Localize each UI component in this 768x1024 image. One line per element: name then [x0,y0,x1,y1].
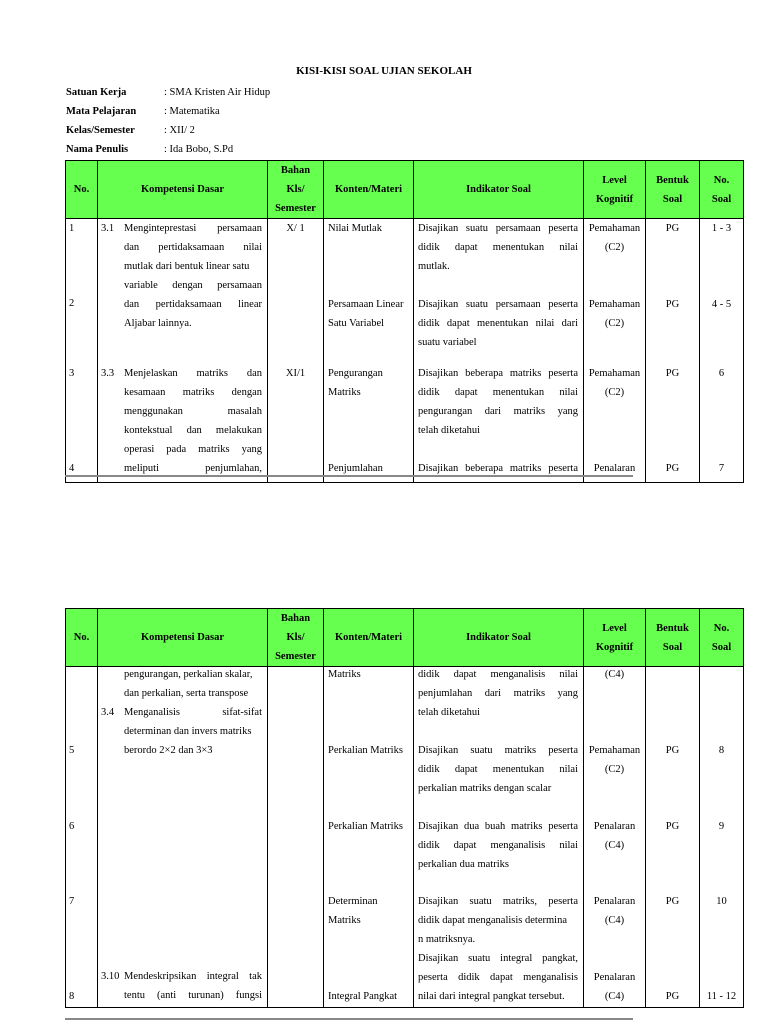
row-number: 5 [69,745,75,756]
header-level-kognitif [584,609,646,667]
level-text: Penalaran [593,463,636,474]
header-line: Kls/ [286,632,305,643]
header-kompetensi-dasar: Kompetensi Dasar [98,161,268,219]
cell-indikator-soal [414,667,584,1008]
header-bentuk-soal [646,161,700,219]
bentuk-text: PG [665,896,680,907]
cell-indikator-soal [414,219,584,483]
indikator-line: Disajikan suatu persamaan peserta [418,299,578,310]
kisi-kisi-table-2 [65,608,744,1008]
indikator-line: didik dapat menentukan nilai [418,764,578,775]
row-number: 2 [69,298,75,309]
bentuk-text: PG [665,299,680,310]
level-text: Pemahaman [588,368,641,379]
konten-text: Matriks [328,915,361,926]
indikator-line: perkalian matriks dengan scalar [418,783,552,794]
meta-label: Nama Penulis [66,144,129,155]
bentuk-text: PG [665,821,680,832]
header-no-soal [700,161,744,219]
nosoal-text: 1 - 3 [711,223,732,234]
header-line: No. [713,622,730,634]
indikator-line: mutlak. [418,261,450,272]
nosoal-text: 4 - 5 [711,299,732,310]
meta-value: : SMA Kristen Air Hidup [164,87,271,98]
kd-text-line: Mendeskripsikan integral tak [124,971,262,982]
cell-bentuk-soal [646,667,700,1008]
meta-value: : Ida Bobo, S.Pd [164,144,234,155]
header-no-soal [700,609,744,667]
level-text: Penalaran [593,896,636,907]
konten-text: Nilai Mutlak [328,223,382,234]
table-header-row [66,161,744,219]
cell-no [66,219,98,483]
header-line: Soal [662,641,683,653]
header-line: Level [602,174,627,186]
indikator-line: penjumlahan dari matriks yang [418,688,578,699]
indikator-line: didik dapat menganalisis nilai [418,669,578,680]
level-text: (C4) [604,840,625,851]
indikator-line: telah diketahui [418,707,481,718]
kd-text-line: mutlak dari bentuk linear satu [124,261,250,272]
kd-text-line: berordo 2×2 dan 3×3 [124,745,213,756]
meta-label: Kelas/Semester [66,125,135,136]
indikator-line: suatu variabel [418,337,477,348]
kd-text-line: dan perkalian, serta transpose [124,688,249,699]
nosoal-text: 6 [718,368,725,379]
meta-mata-pelajaran [66,102,270,121]
level-text: (C4) [604,991,625,1002]
indikator-line: didik dapat menentukan nilai [418,242,578,253]
header-line: Kognitif [595,193,634,205]
indikator-line: didik dapat menentukan nilai [418,387,578,398]
header-indikator-soal: Indikator Soal [414,609,584,667]
meta-label: Mata Pelajaran [66,106,137,117]
level-text: (C2) [604,318,625,329]
nosoal-text: 9 [718,821,725,832]
header-bentuk-soal [646,609,700,667]
meta-value: : Matematika [164,106,220,117]
bentuk-text: PG [665,745,680,756]
kd-code: 3.4 [101,707,115,718]
kd-text-line: dan pertidaksamaan linear [124,299,262,310]
kd-text-line: variable dengan persamaan [124,280,262,291]
cell-kompetensi-dasar [98,219,268,483]
konten-text: Determinan [328,896,378,907]
kd-code: 3.1 [101,223,115,234]
cell-bahan-kls-semester [268,667,324,1008]
header-line: Bentuk [656,174,689,186]
header-line: Soal [662,193,683,205]
meta-satuan-kerja [66,83,270,102]
table-header-row [66,609,744,667]
cell-kompetensi-dasar [98,667,268,1008]
kd-text-line: meliputi penjumlahan, [124,463,262,474]
cell-level-kognitif [584,219,646,483]
cell-level-kognitif [584,667,646,1008]
cell-no-soal [700,667,744,1008]
header-line: No. [713,174,730,186]
header-level-kognitif [584,161,646,219]
kd-text-line: kesamaan matriks dengan [124,387,262,398]
level-text: Penalaran [593,821,636,832]
cell-no-soal [700,219,744,483]
nosoal-text: 7 [718,463,725,474]
konten-text: Integral Pangkat [328,991,398,1002]
header-no: No. [66,161,98,219]
indikator-line: n matriksnya. [418,934,476,945]
indikator-line: Disajikan suatu matriks, peserta [418,896,578,907]
kisi-kisi-table-1 [65,160,744,483]
indikator-line: Disajikan beberapa matriks peserta [418,368,578,379]
indikator-line: nilai dari integral pangkat tersebut. [418,991,565,1002]
table-row [66,667,744,1008]
level-text: Pemahaman [588,745,641,756]
header-bahan-kls-semester [268,161,324,219]
header-line: Semester [275,651,316,662]
cell-konten-materi [324,667,414,1008]
bahan-value: X/ 1 [286,223,305,234]
row-number: 7 [69,896,75,907]
meta-nama-penulis [66,140,270,159]
kd-text-line: operasi pada matriks yang [124,444,262,455]
header-kompetensi-dasar: Kompetensi Dasar [98,609,268,667]
kd-text-line: determinan dan invers matriks [124,726,252,737]
header-line: Kognitif [595,641,634,653]
document-title: KISI-KISI SOAL UJIAN SEKOLAH [296,65,472,77]
indikator-line: didik dapat menentukan nilai dari [418,318,578,329]
meta-label: Satuan Kerja [66,87,127,98]
indikator-line: perkalian dua matriks [418,859,509,870]
bentuk-text: PG [665,223,680,234]
kd-text-line: kontekstual dan melakukan [124,425,262,436]
level-text: Penalaran [593,972,636,983]
cell-konten-materi [324,219,414,483]
indikator-line: pengurangan dari matriks yang [418,406,578,417]
row-number: 3 [69,368,75,379]
konten-text: Perkalian Matriks [328,821,403,832]
header-konten-materi: Konten/Materi [324,609,414,667]
kd-code: 3.3 [101,368,115,379]
meta-kelas-semester [66,121,270,140]
nosoal-text: 8 [718,745,725,756]
cell-bentuk-soal [646,219,700,483]
cell-no [66,667,98,1008]
indikator-line: didik dapat menganalisis determina [418,915,567,926]
header-bahan-kls-semester [268,609,324,667]
indikator-line: peserta didik dapat menganalisis [418,972,578,983]
level-text: (C2) [604,242,625,253]
bentuk-text: PG [665,368,680,379]
indikator-line: Disajikan suatu persamaan peserta [418,223,578,234]
indikator-line: Disajikan suatu matriks peserta [418,745,578,756]
indikator-line: didik dapat menganalisis nilai [418,840,578,851]
nosoal-text: 11 - 12 [706,991,737,1002]
cell-bahan-kls-semester [268,219,324,483]
indikator-line: Disajikan beberapa matriks peserta [418,463,578,474]
level-text: Pemahaman [588,299,641,310]
header-konten-materi: Konten/Materi [324,161,414,219]
header-line: Level [602,622,627,634]
konten-text: Perkalian Matriks [328,745,403,756]
row-number: 6 [69,821,75,832]
level-text: Pemahaman [588,223,641,234]
bentuk-text: PG [665,463,680,474]
header-line: Soal [711,641,732,653]
page-break-line [65,1018,633,1020]
indikator-line: telah diketahui [418,425,481,436]
row-number: 4 [69,463,75,474]
konten-text: Pengurangan [328,368,383,379]
header-line: Bentuk [656,622,689,634]
header-no: No. [66,609,98,667]
konten-text: Satu Variabel [328,318,385,329]
konten-text: Persamaan Linear [328,299,404,310]
row-number: 8 [69,991,75,1002]
nosoal-text: 10 [716,896,727,907]
level-text: (C2) [604,387,625,398]
row-number: 1 [69,223,75,234]
konten-text: Matriks [328,387,361,398]
kd-text-line: Menjelaskan matriks dan [124,368,262,379]
kd-text-line: Menganalisis sifat-sifat [124,707,262,718]
header-line: Bahan [280,613,311,624]
kd-text-line: tentu (anti turunan) fungsi [124,990,262,1001]
meta-value: : XII/ 2 [164,125,195,136]
kd-code: 3.10 [101,971,120,982]
bahan-value: XI/1 [285,368,306,379]
konten-text: Penjumlahan [328,463,383,474]
bentuk-text: PG [665,991,680,1002]
kd-text-line: Menginteprestasi persamaan [124,223,262,234]
header-line: Soal [711,193,732,205]
level-text: (C4) [604,669,625,680]
kd-text-line: dan pertidaksamaan nilai [124,242,262,253]
header-indikator-soal: Indikator Soal [414,161,584,219]
header-line: Kls/ [286,184,305,195]
indikator-line: Disajikan suatu integral pangkat, [418,953,578,964]
page-break-line [65,475,633,477]
kd-text-line: menggunakan masalah [124,406,262,417]
level-text: (C4) [604,915,625,926]
konten-text: Matriks [328,669,361,680]
indikator-line: Disajikan dua buah matriks peserta [418,821,578,832]
level-text: (C2) [604,764,625,775]
table-row [66,219,744,483]
kd-text-line: Aljabar lainnya. [124,318,192,329]
header-line: Bahan [280,165,311,176]
document-meta [66,83,270,159]
kd-text-line: pengurangan, perkalian skalar, [124,669,253,680]
header-line: Semester [275,203,316,214]
